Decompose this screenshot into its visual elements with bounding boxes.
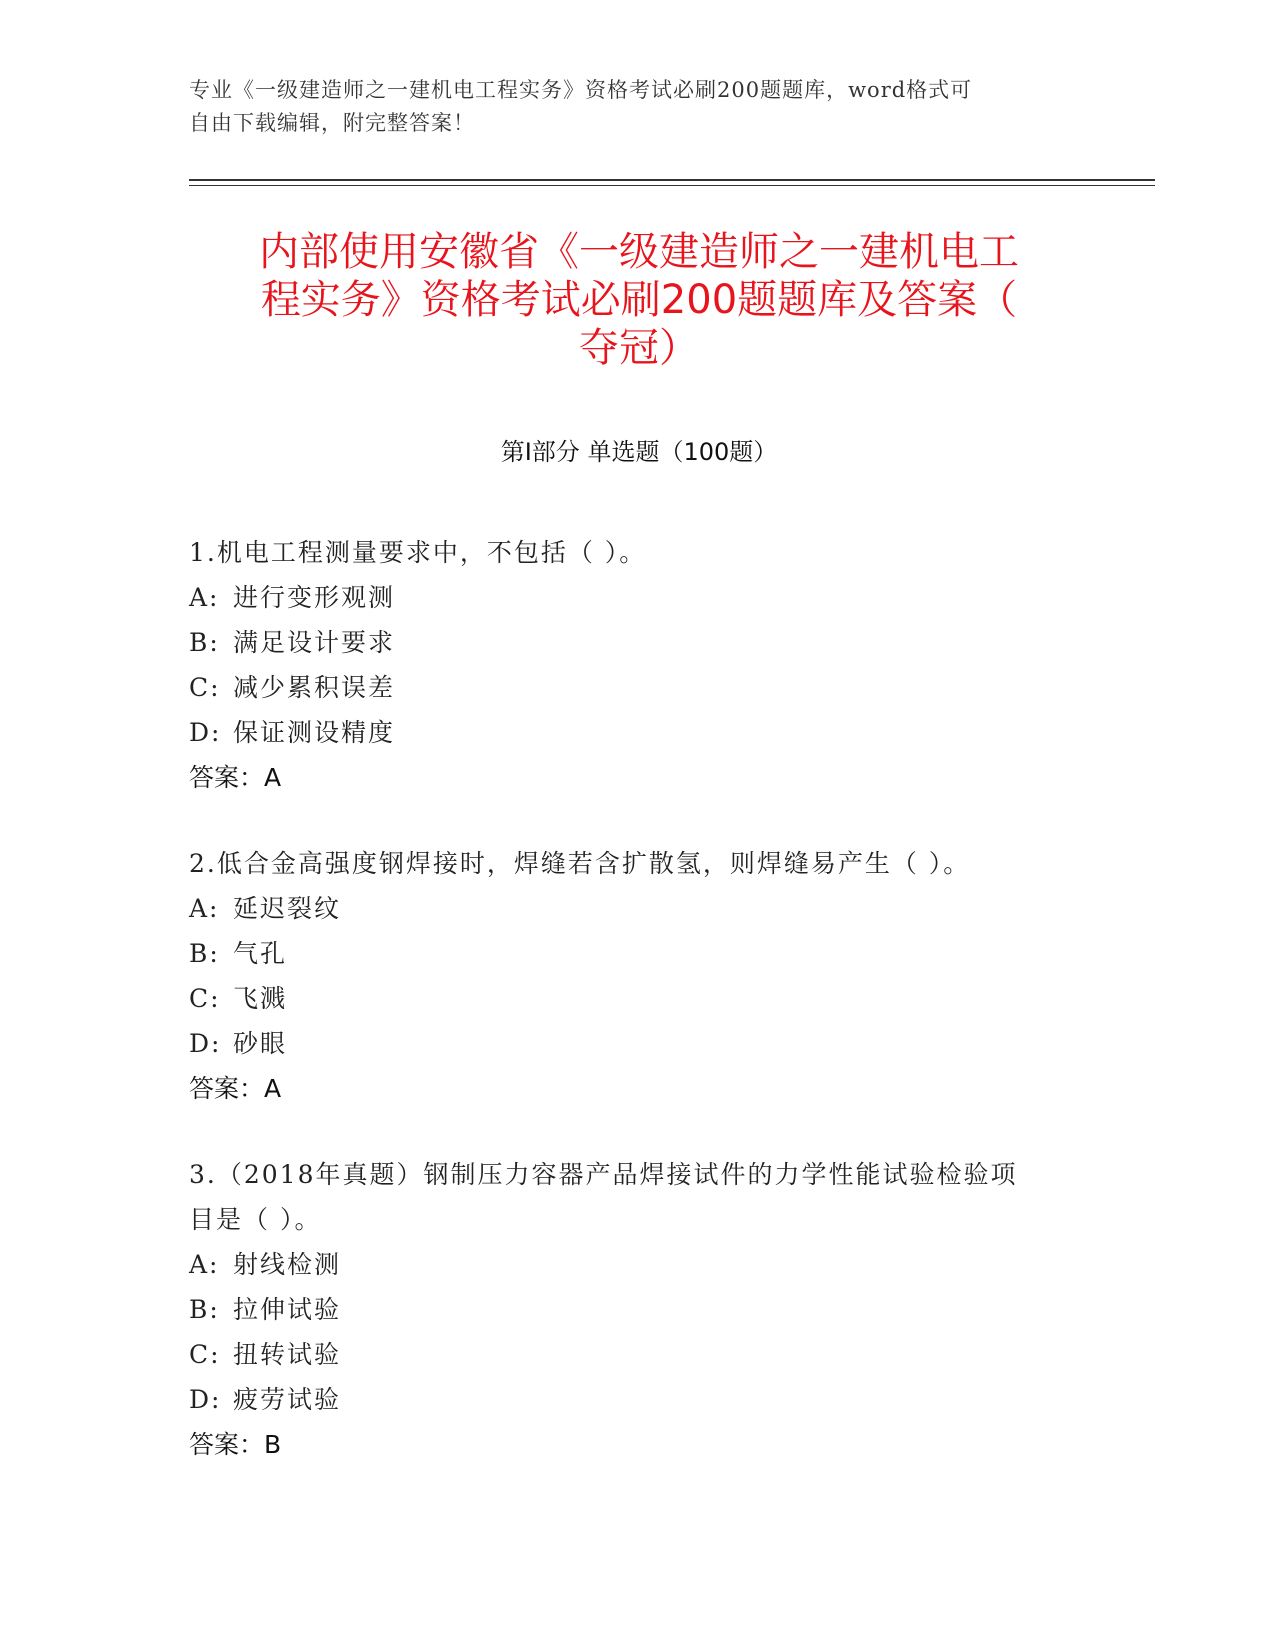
option-text: 气孔 xyxy=(233,939,288,968)
question-stem-line-2: 目是（ ）。 xyxy=(189,1205,322,1234)
option-letter: C: xyxy=(189,673,221,702)
option-b xyxy=(189,620,1089,665)
question-2 xyxy=(189,841,1089,1111)
answer-line: 答案：A xyxy=(189,763,282,792)
option-letter: A: xyxy=(189,894,220,923)
answer-line: 答案：B xyxy=(189,1430,282,1459)
option-text: 满足设计要求 xyxy=(233,628,396,657)
option-text: 射线检测 xyxy=(233,1250,342,1279)
option-letter: B: xyxy=(189,939,220,968)
option-text: 延迟裂纹 xyxy=(233,894,342,923)
option-letter: B: xyxy=(189,628,220,657)
option-text: 拉伸试验 xyxy=(233,1295,342,1324)
section-heading: 第Ⅰ部分 单选题（100题） xyxy=(500,438,778,466)
question-list xyxy=(189,530,1089,1508)
option-letter: D: xyxy=(189,718,222,747)
header-divider-thin xyxy=(189,185,1155,186)
option-text: 飞溅 xyxy=(233,984,288,1013)
option-letter: B: xyxy=(189,1295,220,1324)
option-a xyxy=(189,1242,1089,1287)
option-letter: D: xyxy=(189,1385,222,1414)
header-note xyxy=(189,74,1069,140)
option-d xyxy=(189,1377,1089,1422)
question-3 xyxy=(189,1152,1089,1467)
option-text: 扭转试验 xyxy=(233,1340,342,1369)
document-title-line-3: 夺冠） xyxy=(579,325,699,371)
option-text: 保证测设精度 xyxy=(233,718,396,747)
option-text: 砂眼 xyxy=(233,1029,288,1058)
option-b xyxy=(189,931,1089,976)
header-note-line-2: 自由下载编辑，附完整答案！ xyxy=(189,111,475,135)
document-title-line-1: 内部使用安徽省《一级建造师之一建机电工 xyxy=(259,229,1019,275)
option-text: 减少累积误差 xyxy=(233,673,396,702)
option-text: 进行变形观测 xyxy=(233,583,396,612)
option-letter: A: xyxy=(189,1250,220,1279)
document-title-line-2: 程实务》资格考试必刷200题题库及答案（ xyxy=(260,277,1018,323)
option-b xyxy=(189,1287,1089,1332)
option-c xyxy=(189,1332,1089,1377)
option-a xyxy=(189,886,1089,931)
option-d xyxy=(189,710,1089,755)
question-1 xyxy=(189,530,1089,800)
answer-line: 答案：A xyxy=(189,1074,282,1103)
option-a xyxy=(189,575,1089,620)
option-c xyxy=(189,665,1089,710)
option-letter: A: xyxy=(189,583,220,612)
option-d xyxy=(189,1021,1089,1066)
option-c xyxy=(189,976,1089,1021)
question-stem-line-1: 3.（2018年真题）钢制压力容器产品焊接试件的力学性能试验检验项 xyxy=(189,1160,1018,1189)
header-note-line-1: 专业《一级建造师之一建机电工程实务》资格考试必刷200题题库，word格式可 xyxy=(189,78,973,102)
option-letter: C: xyxy=(189,1340,221,1369)
question-stem: 2.低合金高强度钢焊接时，焊缝若含扩散氢，则焊缝易产生（ ）。 xyxy=(189,849,971,878)
document-title xyxy=(189,228,1089,372)
header-divider-thick xyxy=(189,179,1155,181)
option-letter: D: xyxy=(189,1029,222,1058)
question-stem: 1.机电工程测量要求中，不包括（ ）。 xyxy=(189,538,647,567)
option-text: 疲劳试验 xyxy=(233,1385,342,1414)
option-letter: C: xyxy=(189,984,221,1013)
